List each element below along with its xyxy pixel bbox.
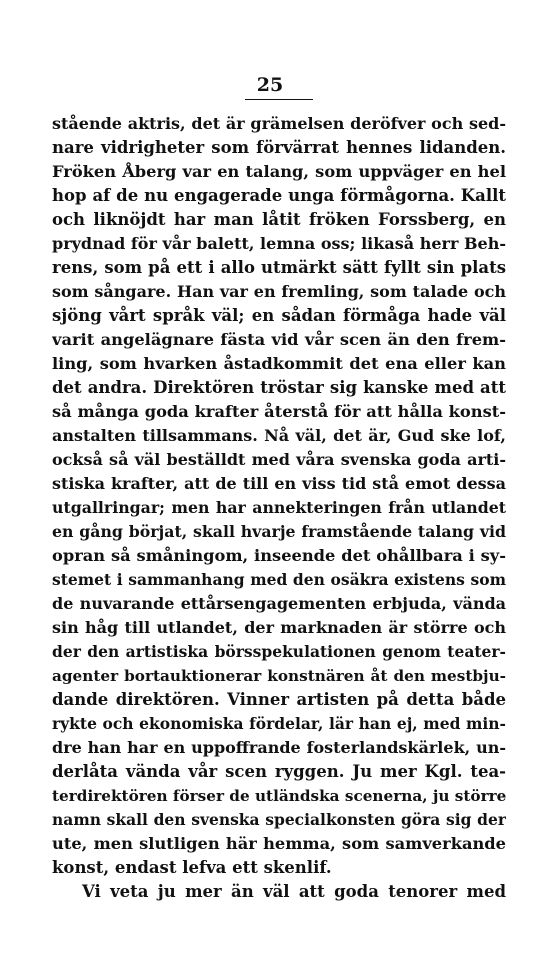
text-line: dre han har en uppoffrande fosterlandskärlek, un-: [52, 738, 506, 757]
text-line: stemet i sammanhang med den osäkra existens som: [52, 570, 506, 589]
text-line: rykte och ekonomiska fördelar, lär han ej, med min-: [52, 714, 506, 733]
text-line: prydnad för vår balett, lemna oss; likaså herr Beh-: [52, 234, 506, 253]
text-line: sjöng vårt språk väl; en sådan förmåga hade väl: [52, 306, 506, 325]
text-line: ling, som hvarken åstadkommit det ena eller kan: [52, 354, 506, 373]
text-line: varit angelägnare fästa vid vår scen än den frem-: [52, 330, 506, 349]
text-line: det andra. Direktören tröstar sig kanske med att: [52, 378, 506, 397]
header-rule: [245, 99, 313, 100]
text-line: de nuvarande ettårsengagementen erbjuda, vända: [52, 594, 506, 613]
text-line: terdirektören förser de utländska scenerna, ju större: [52, 787, 506, 805]
text-line: anstalten tillsammans. Nå väl, det är, Gud ske lof,: [52, 426, 506, 445]
text-line: Fröken Åberg var en talang, som uppväger en hel: [52, 162, 506, 181]
text-line: rens, som på ett i allo utmärkt sätt fyllt sin plats: [52, 258, 506, 277]
text-line: ute, men slutligen här hemma, som samverkande: [52, 834, 506, 853]
text-line: och liknöjdt har man låtit fröken Forssberg, en: [52, 210, 506, 229]
text-line: utgallringar; men har annekteringen från utlandet: [52, 498, 506, 517]
text-line: så många goda krafter återstå för att hålla konst-: [52, 402, 506, 421]
paragraph-end-line: konst, endast lefva ett skenlif.: [52, 858, 332, 877]
text-line: stiska krafter, att de till en viss tid stå emot dessa: [52, 474, 506, 493]
text-line: derlåta vända vår scen ryggen. Ju mer Kgl. tea-: [52, 762, 506, 781]
page-number: 25: [256, 74, 284, 96]
text-line: som sångare. Han var en fremling, som talade och: [52, 282, 506, 301]
text-line: opran så småningom, inseende det ohållbara i sy-: [52, 546, 506, 565]
text-line: der den artistiska börsspekulationen genom teater-: [52, 642, 506, 661]
text-line: hop af de nu engagerade unga förmågorna. Kallt: [52, 186, 506, 205]
text-line: nare vidrigheter som förvärrat hennes lidanden.: [52, 138, 506, 157]
text-line: agenter bortauktionerar konstnären åt den mestbju-: [52, 667, 506, 685]
text-line: Vi veta ju mer än väl att goda tenorer med: [82, 882, 506, 901]
text-line: stående aktris, det är grämelsen deröfver och sed-: [52, 114, 506, 133]
text-line: dande direktören. Vinner artisten på detta både: [52, 690, 506, 709]
body-text: [52, 112, 506, 904]
text-line: också så väl beställdt med våra svenska goda arti-: [52, 450, 506, 469]
text-line: namn skall den svenska specialkonsten göra sig der: [52, 810, 506, 829]
text-line: en gång börjat, skall hvarje framstående talang vid: [52, 522, 506, 541]
text-line: sin håg till utlandet, der marknaden är större och: [52, 618, 506, 637]
